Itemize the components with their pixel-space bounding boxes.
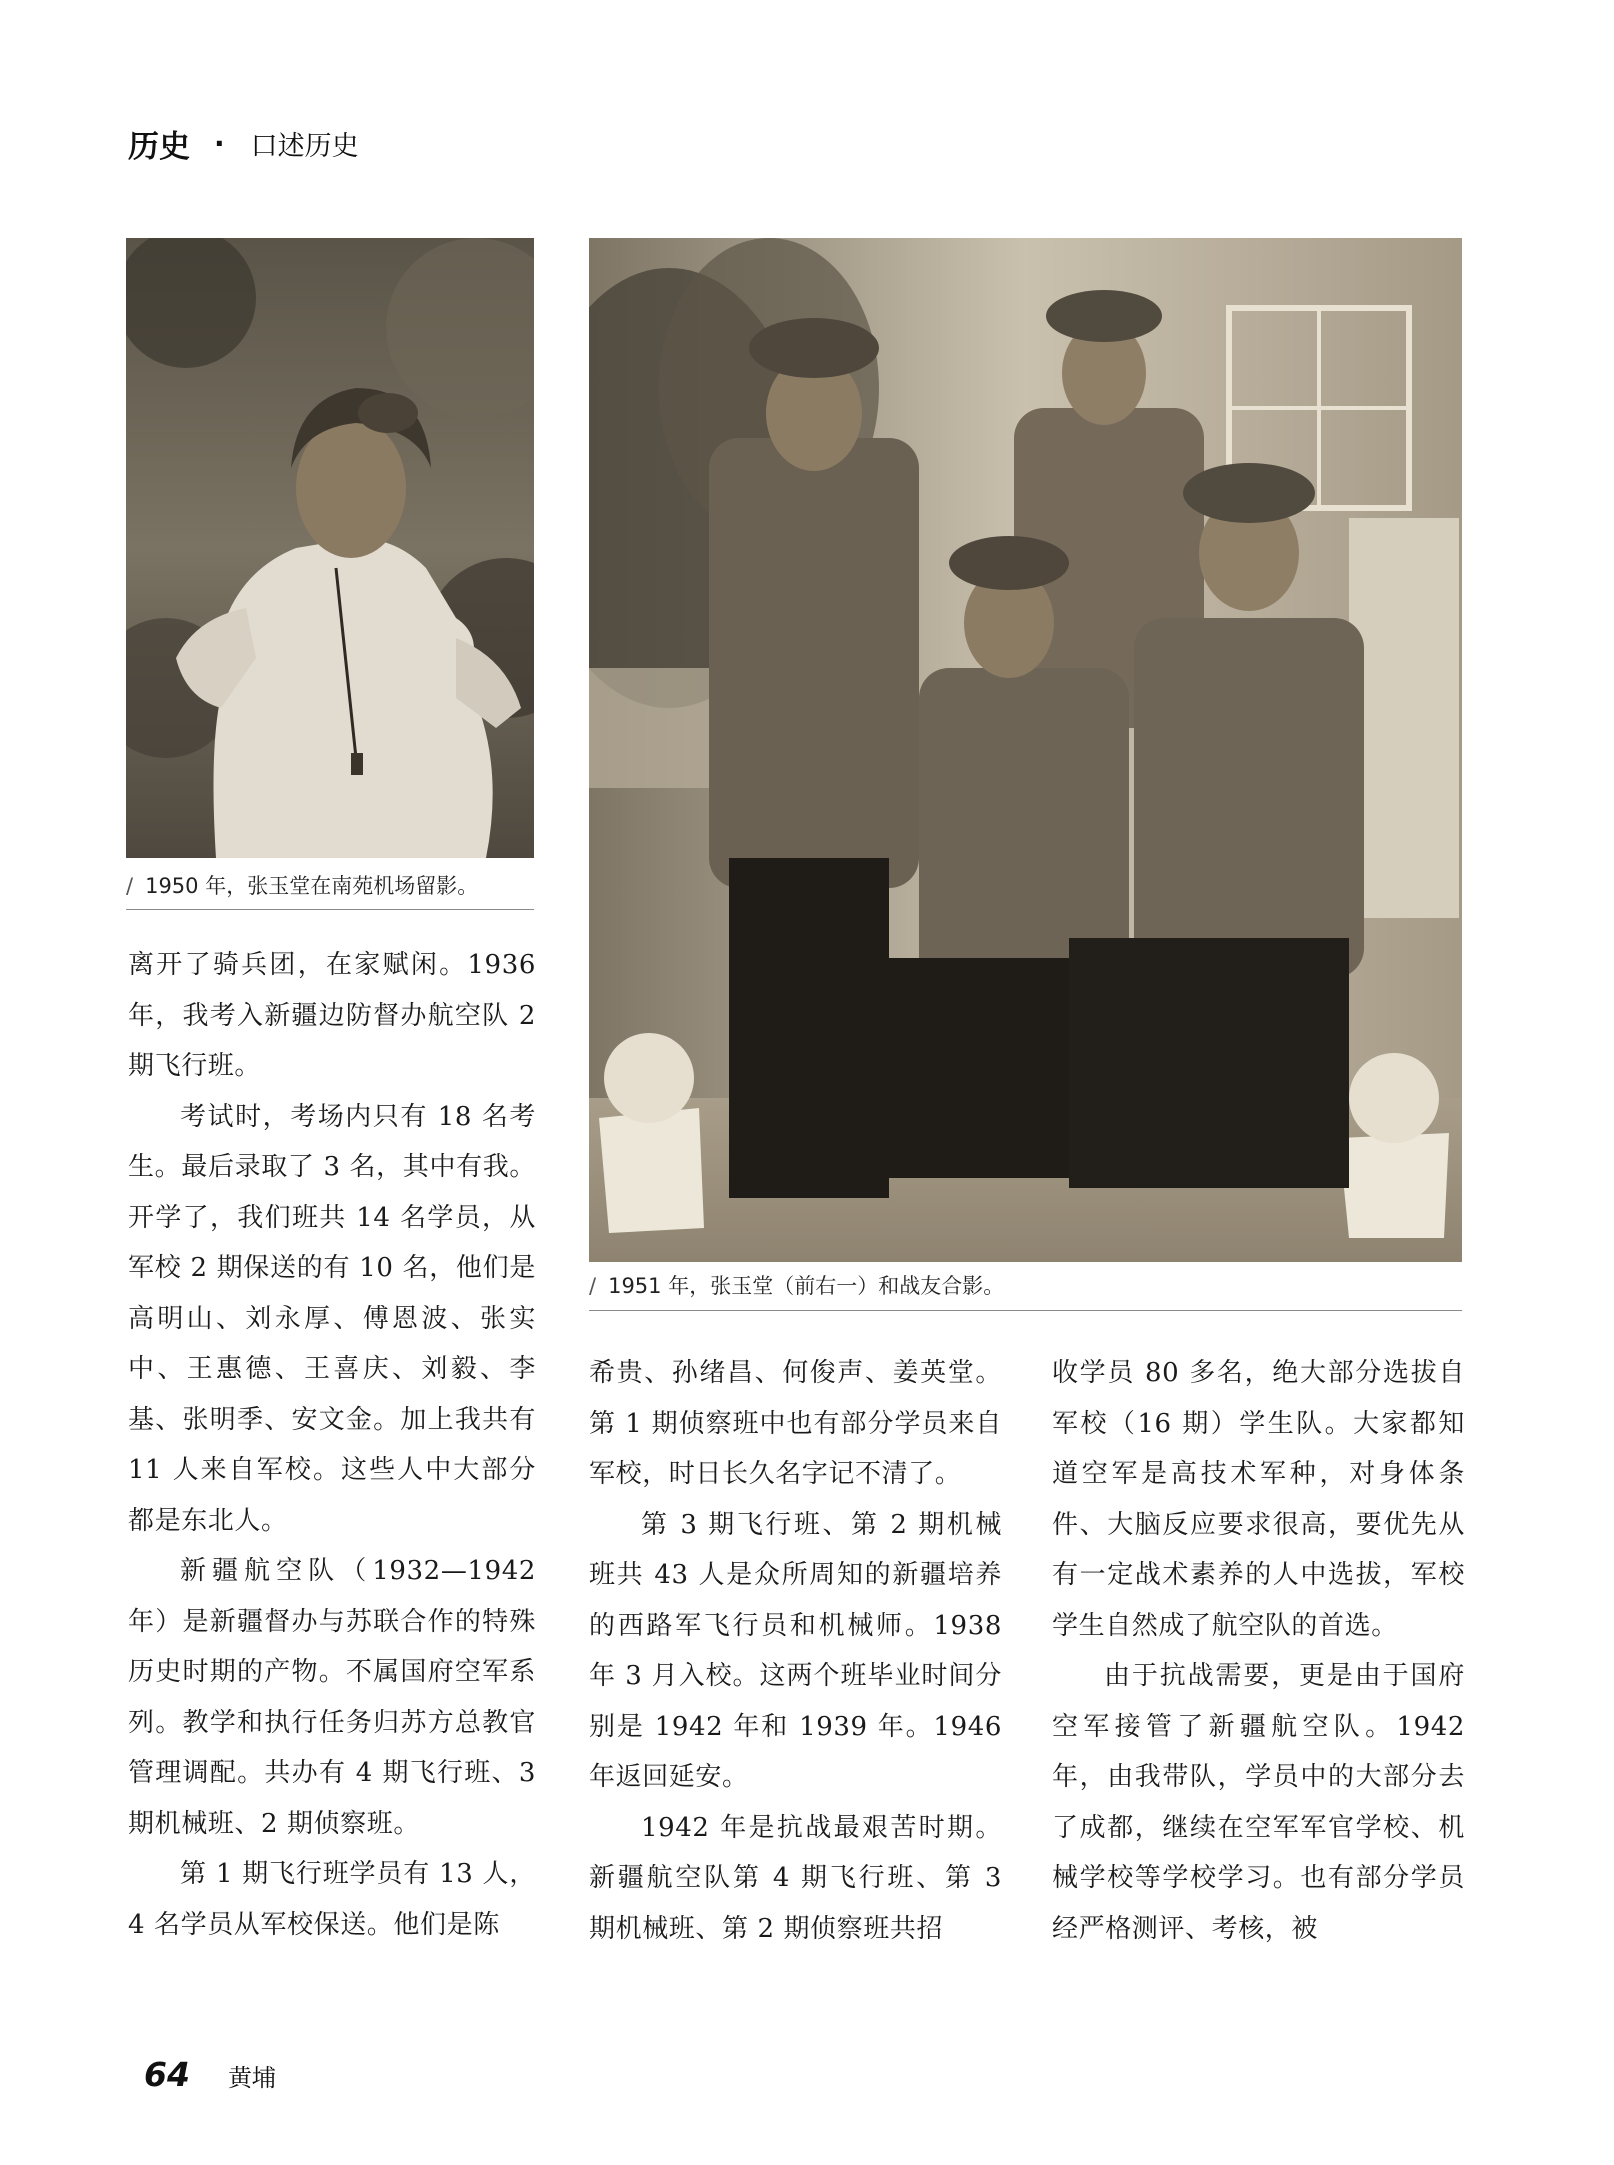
section-subtitle: 口述历史 bbox=[250, 130, 359, 162]
paragraph: 由于抗战需要，更是由于国府空军接管了新疆航空队。1942年，由我带队，学员中的大部分去了成都，继续在空军军官学校、机械学校等学校学习。也有部分学员经严格测评、考核，被 bbox=[1052, 1661, 1465, 1944]
paragraph: 1942 年是抗战最艰苦时期。新疆航空队第 4 期飞行班、第 3 期机械班、第 2 期侦察班共招 bbox=[589, 1812, 1002, 1944]
caption-divider bbox=[126, 909, 534, 910]
page-footer bbox=[144, 2055, 276, 2094]
paragraph: 收学员 80 多名，绝大部分选拔自军校（16 期）学生队。大家都知道空军是高技术军种，对身体条件、大脑反应要求很高，要优先从有一定战术素养的人中选拔，军校学生自然成了航空队的首选。 bbox=[1052, 1358, 1465, 1641]
header-separator: · bbox=[214, 126, 225, 160]
section-title: 历史 bbox=[128, 128, 190, 165]
text-column-3 bbox=[1052, 1348, 1465, 1954]
magazine-name: 黄埔 bbox=[227, 2064, 276, 2092]
paragraph: 考试时，考场内只有 18 名考生。最后录取了 3 名，其中有我。开学了，我们班共 14 名学员，从军校 2 期保送的有 10 名，他们是高明山、刘永厚、傅恩波、张实中、王惠德、王喜庆、刘毅、李基、张明季、安文金。加上我共有 11 人来自军校。这些人中大部分都是东北人。 bbox=[128, 1101, 536, 1536]
photo-caption-2 bbox=[589, 1270, 1004, 1300]
caption-divider bbox=[589, 1310, 1462, 1311]
caption-marker: / bbox=[589, 1274, 597, 1298]
page-header bbox=[128, 118, 359, 168]
paragraph: 第 3 期飞行班、第 2 期机械班共 43 人是众所周知的新疆培养的西路军飞行员和机械师。1938 年 3 月入校。这两个班毕业时间分别是 1942 年和 1939 年。1946 年返回延安。 bbox=[589, 1509, 1002, 1792]
text-column-1 bbox=[128, 940, 536, 1950]
caption-text: 1951 年，张玉堂（前右一）和战友合影。 bbox=[608, 1274, 1005, 1298]
paragraph: 希贵、孙绪昌、何俊声、姜英堂。第 1 期侦察班中也有部分学员来自军校，时日长久名字记不清了。 bbox=[589, 1358, 1002, 1489]
paragraph: 新疆航空队（1932—1942年）是新疆督办与苏联合作的特殊历史时期的产物。不属国府空军系列。教学和执行任务归苏方总教官管理调配。共办有 4 期飞行班、3 期机械班、2 期侦察班。 bbox=[128, 1556, 536, 1839]
pilot-portrait-photo bbox=[126, 238, 534, 858]
caption-marker: / bbox=[126, 874, 134, 898]
caption-text: 1950 年，张玉堂在南苑机场留影。 bbox=[145, 874, 479, 898]
paragraph: 离开了骑兵团，在家赋闲。1936年，我考入新疆边防督办航空队 2 期飞行班。 bbox=[128, 950, 536, 1081]
page-number: 64 bbox=[144, 2055, 190, 2094]
group-photo bbox=[589, 238, 1462, 1262]
text-column-2 bbox=[589, 1348, 1002, 1954]
photo-caption-1 bbox=[126, 870, 478, 900]
paragraph: 第 1 期飞行班学员有 13 人，4 名学员从军校保送。他们是陈 bbox=[128, 1859, 536, 1940]
